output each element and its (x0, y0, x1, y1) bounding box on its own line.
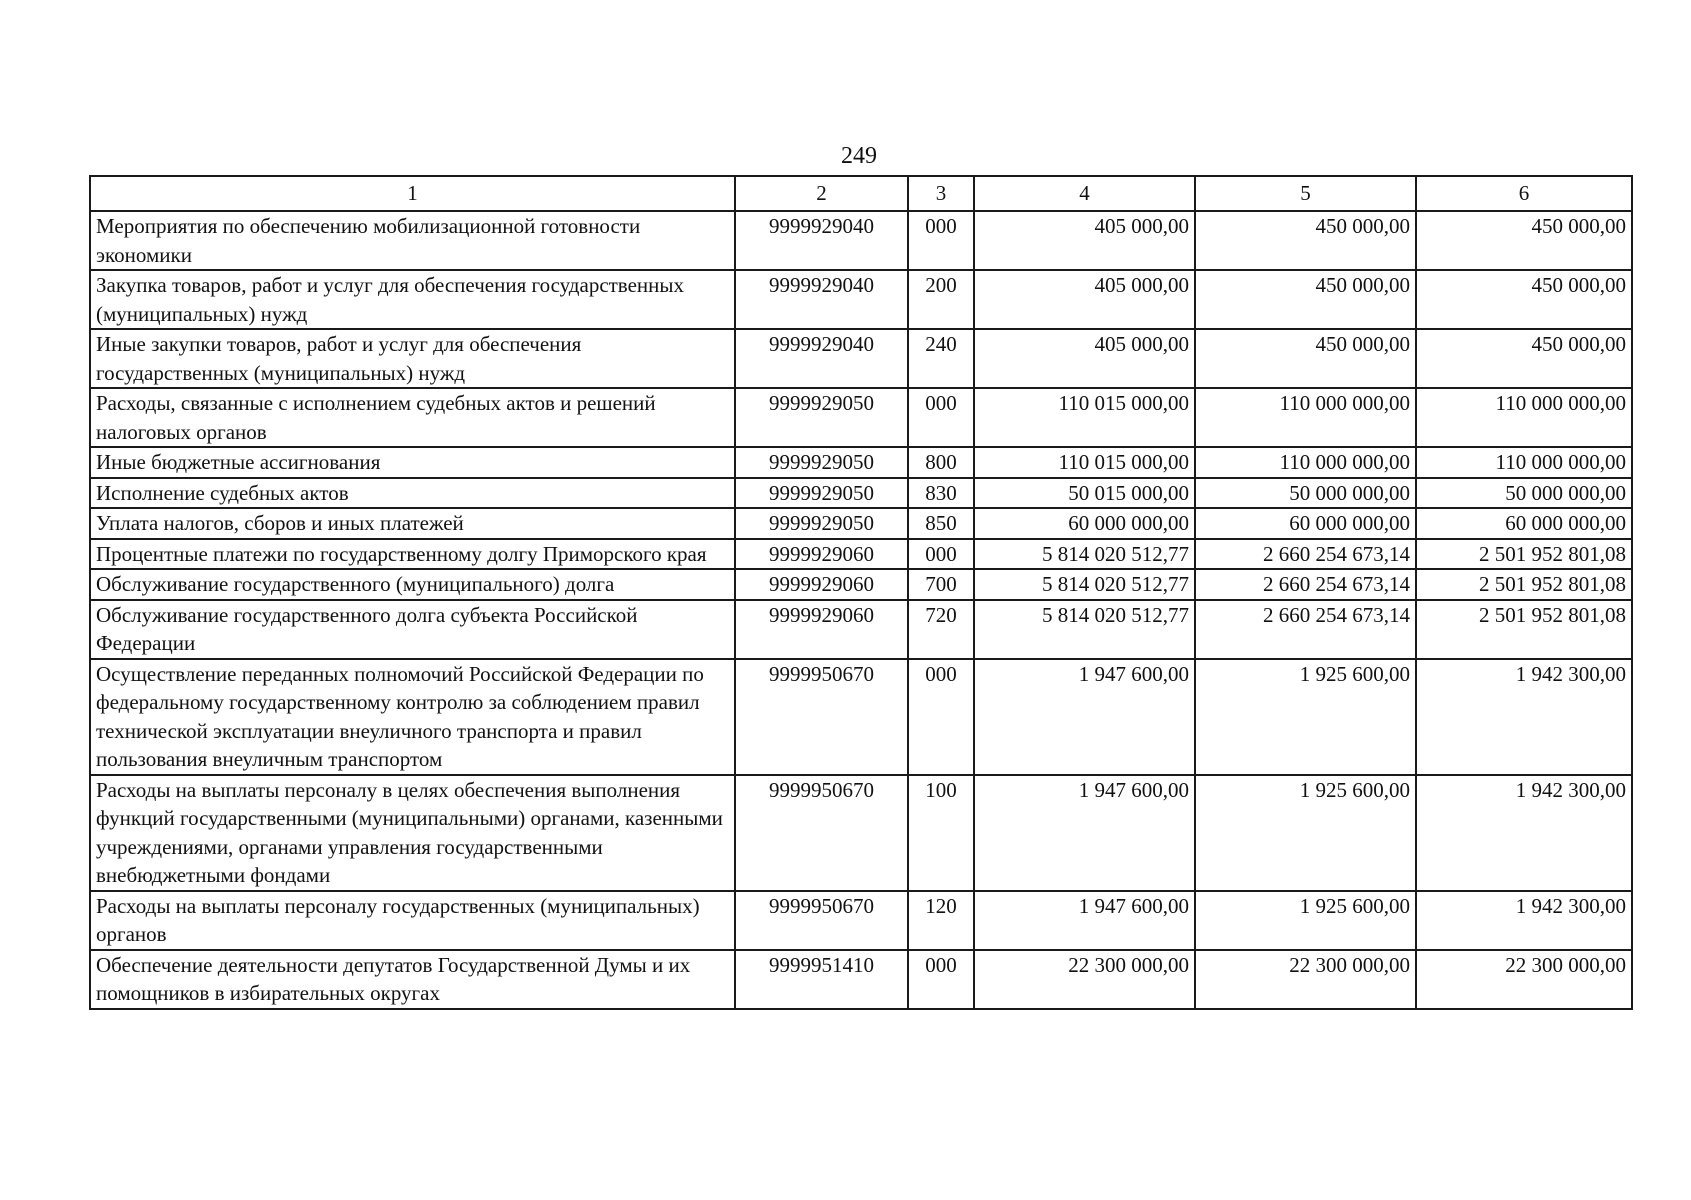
row-expense-type: 830 (908, 478, 974, 509)
row-amount-col4: 5 814 020 512,77 (974, 600, 1195, 659)
row-amount-col4: 405 000,00 (974, 329, 1195, 388)
row-amount-col6: 2 501 952 801,08 (1416, 539, 1632, 570)
row-amount-col5: 110 000 000,00 (1195, 388, 1416, 447)
row-amount-col6: 1 942 300,00 (1416, 775, 1632, 891)
row-expense-type: 200 (908, 270, 974, 329)
page-number: 249 (841, 143, 877, 169)
table-row (90, 569, 1632, 600)
row-expense-type: 120 (908, 891, 974, 950)
row-expense-type: 240 (908, 329, 974, 388)
row-target-code: 9999929050 (735, 478, 908, 509)
row-amount-col5: 2 660 254 673,14 (1195, 539, 1416, 570)
header-row (90, 176, 1632, 211)
row-target-code: 9999929050 (735, 447, 908, 478)
column-header: 4 (974, 176, 1195, 211)
row-amount-col4: 110 015 000,00 (974, 388, 1195, 447)
row-target-code: 9999950670 (735, 891, 908, 950)
row-name: Иные бюджетные ассигнования (90, 447, 735, 478)
row-expense-type: 850 (908, 508, 974, 539)
table-row (90, 270, 1632, 329)
table-body (90, 211, 1632, 1009)
row-amount-col5: 1 925 600,00 (1195, 659, 1416, 775)
row-target-code: 9999929040 (735, 211, 908, 270)
row-amount-col5: 1 925 600,00 (1195, 891, 1416, 950)
table-row (90, 211, 1632, 270)
row-amount-col5: 450 000,00 (1195, 329, 1416, 388)
table-row (90, 447, 1632, 478)
table-row (90, 775, 1632, 891)
table-row (90, 659, 1632, 775)
row-name: Расходы, связанные с исполнением судебных актов и решений налоговых органов (90, 388, 735, 447)
row-target-code: 9999950670 (735, 775, 908, 891)
row-target-code: 9999929040 (735, 270, 908, 329)
row-target-code: 9999929050 (735, 508, 908, 539)
row-amount-col5: 1 925 600,00 (1195, 775, 1416, 891)
row-name: Иные закупки товаров, работ и услуг для обеспечения государственных (муниципальных) нужд (90, 329, 735, 388)
row-name: Расходы на выплаты персоналу государственных (муниципальных) органов (90, 891, 735, 950)
column-header: 6 (1416, 176, 1632, 211)
row-name: Уплата налогов, сборов и иных платежей (90, 508, 735, 539)
row-amount-col6: 50 000 000,00 (1416, 478, 1632, 509)
row-target-code: 9999929040 (735, 329, 908, 388)
row-name: Исполнение судебных актов (90, 478, 735, 509)
row-expense-type: 000 (908, 211, 974, 270)
table-row (90, 891, 1632, 950)
row-amount-col6: 450 000,00 (1416, 270, 1632, 329)
row-amount-col4: 50 015 000,00 (974, 478, 1195, 509)
row-expense-type: 800 (908, 447, 974, 478)
row-expense-type: 100 (908, 775, 974, 891)
row-expense-type: 000 (908, 659, 974, 775)
row-amount-col6: 110 000 000,00 (1416, 447, 1632, 478)
row-name: Расходы на выплаты персоналу в целях обеспечения выполнения функций государственными (муниципальными) органами, казенными учреждениями, органами управления государственными внебюджетными фондами (90, 775, 735, 891)
row-expense-type: 000 (908, 539, 974, 570)
row-amount-col4: 1 947 600,00 (974, 891, 1195, 950)
row-amount-col4: 5 814 020 512,77 (974, 569, 1195, 600)
row-target-code: 9999929050 (735, 388, 908, 447)
row-amount-col6: 2 501 952 801,08 (1416, 600, 1632, 659)
row-amount-col5: 450 000,00 (1195, 270, 1416, 329)
row-target-code: 9999929060 (735, 569, 908, 600)
row-amount-col5: 2 660 254 673,14 (1195, 600, 1416, 659)
row-amount-col5: 50 000 000,00 (1195, 478, 1416, 509)
row-name: Мероприятия по обеспечению мобилизационной готовности экономики (90, 211, 735, 270)
table-row (90, 600, 1632, 659)
table-row (90, 539, 1632, 570)
row-expense-type: 000 (908, 388, 974, 447)
row-amount-col4: 405 000,00 (974, 211, 1195, 270)
table-row (90, 329, 1632, 388)
row-amount-col5: 22 300 000,00 (1195, 950, 1416, 1009)
row-amount-col6: 1 942 300,00 (1416, 891, 1632, 950)
column-header: 5 (1195, 176, 1416, 211)
row-amount-col4: 110 015 000,00 (974, 447, 1195, 478)
row-target-code: 9999929060 (735, 600, 908, 659)
row-target-code: 9999929060 (735, 539, 908, 570)
row-amount-col5: 450 000,00 (1195, 211, 1416, 270)
column-header: 1 (90, 176, 735, 211)
row-amount-col5: 2 660 254 673,14 (1195, 569, 1416, 600)
row-amount-col4: 405 000,00 (974, 270, 1195, 329)
table-row (90, 478, 1632, 509)
row-expense-type: 000 (908, 950, 974, 1009)
column-header: 2 (735, 176, 908, 211)
row-amount-col5: 110 000 000,00 (1195, 447, 1416, 478)
row-expense-type: 700 (908, 569, 974, 600)
row-target-code: 9999951410 (735, 950, 908, 1009)
row-amount-col4: 1 947 600,00 (974, 659, 1195, 775)
row-amount-col6: 22 300 000,00 (1416, 950, 1632, 1009)
row-amount-col6: 450 000,00 (1416, 211, 1632, 270)
row-amount-col4: 22 300 000,00 (974, 950, 1195, 1009)
row-name: Процентные платежи по государственному долгу Приморского края (90, 539, 735, 570)
row-target-code: 9999950670 (735, 659, 908, 775)
table-row (90, 950, 1632, 1009)
row-amount-col4: 5 814 020 512,77 (974, 539, 1195, 570)
budget-table (89, 175, 1633, 1010)
row-amount-col6: 2 501 952 801,08 (1416, 569, 1632, 600)
table-row (90, 508, 1632, 539)
row-amount-col4: 1 947 600,00 (974, 775, 1195, 891)
row-amount-col6: 1 942 300,00 (1416, 659, 1632, 775)
row-name: Обслуживание государственного (муниципального) долга (90, 569, 735, 600)
row-name: Обеспечение деятельности депутатов Государственной Думы и их помощников в избирательных округах (90, 950, 735, 1009)
row-name: Закупка товаров, работ и услуг для обеспечения государственных (муниципальных) нужд (90, 270, 735, 329)
row-name: Осуществление переданных полномочий Российской Федерации по федеральному государственному контролю за соблюдением правил технической эксплуатации внеуличного транспорта и правил пользования внеуличным транспортом (90, 659, 735, 775)
row-name: Обслуживание государственного долга субъекта Российской Федерации (90, 600, 735, 659)
row-expense-type: 720 (908, 600, 974, 659)
table-row (90, 388, 1632, 447)
row-amount-col5: 60 000 000,00 (1195, 508, 1416, 539)
row-amount-col6: 60 000 000,00 (1416, 508, 1632, 539)
column-header: 3 (908, 176, 974, 211)
row-amount-col6: 110 000 000,00 (1416, 388, 1632, 447)
row-amount-col6: 450 000,00 (1416, 329, 1632, 388)
row-amount-col4: 60 000 000,00 (974, 508, 1195, 539)
